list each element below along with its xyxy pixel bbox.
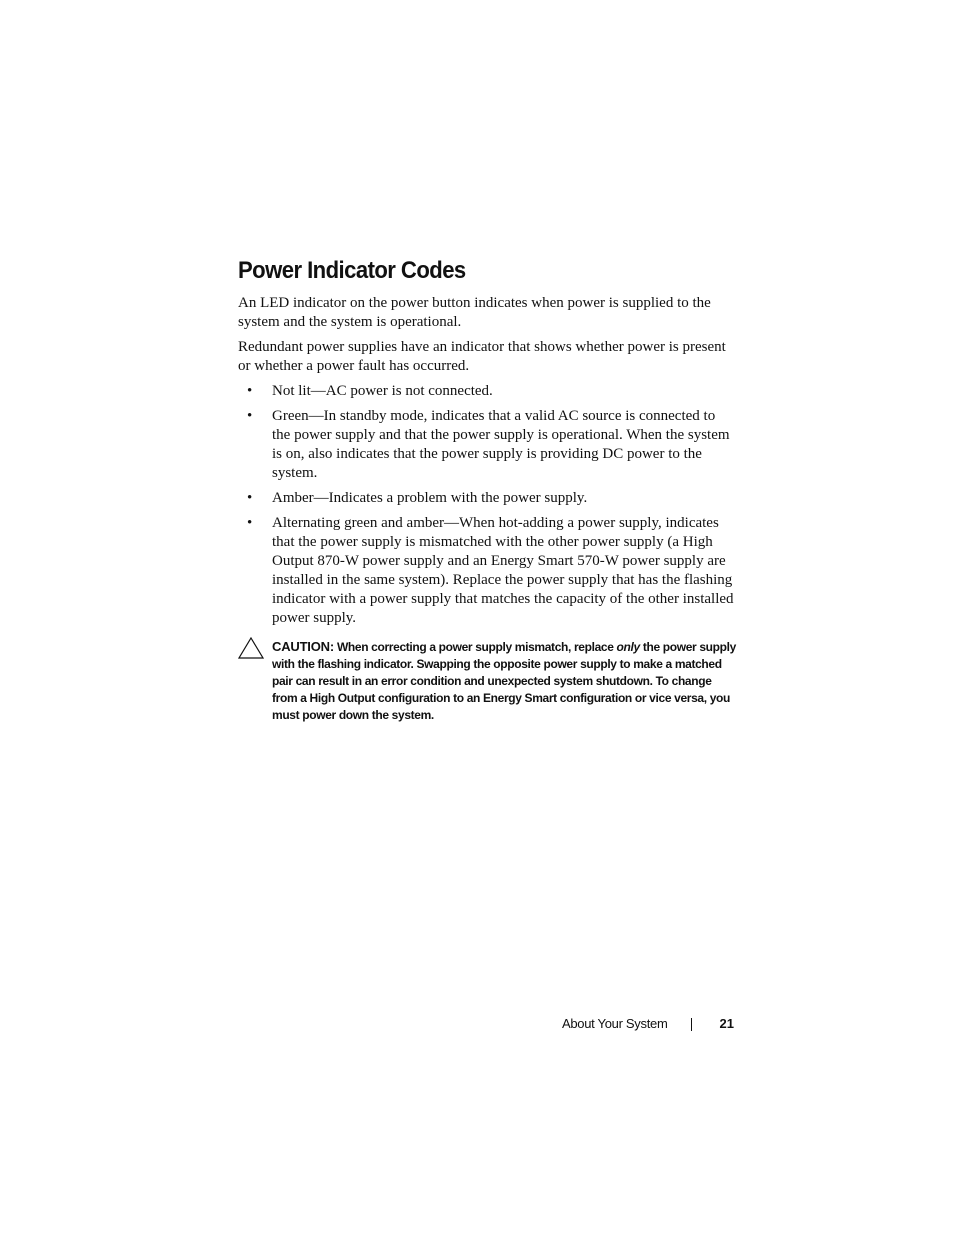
page-title: Power Indicator Codes [238, 257, 466, 284]
list-item [238, 382, 736, 401]
page-content [238, 256, 736, 724]
indicator-list [238, 382, 736, 628]
list-item-text: Not lit—AC power is not connected. [272, 383, 493, 399]
caution-label: CAUTION: [272, 639, 334, 654]
list-item [238, 489, 736, 508]
footer-section-title: About Your System [562, 1016, 668, 1031]
list-item-text: Amber—Indicates a problem with the power supply. [272, 490, 588, 506]
caution-text-after: the power supply with the flashing indicator. Swapping the opposite power supply to make a matched pair can result in an error condition and unexpected system shutdown. To change from a High Output configuration to an Energy Smart configuration or vice versa, you must power down the system. [272, 640, 736, 722]
bullet-icon: • [247, 383, 253, 399]
list-item [238, 514, 736, 628]
footer-divider [691, 1018, 692, 1031]
bullet-icon: • [247, 490, 253, 506]
caution-triangle-icon [238, 637, 264, 659]
caution-text-before: When correcting a power supply mismatch, replace [336, 640, 614, 654]
bullet-icon: • [247, 515, 253, 531]
page-number: 21 [719, 1016, 734, 1031]
list-item-text: Green—In standby mode, indicates that a valid AC source is connected to the power supply and that the power supply is operational. When the system is on, also indicates that the power supply is providing DC power to the system. [272, 408, 730, 481]
page-footer [562, 1014, 736, 1034]
list-item-text: Alternating green and amber—When hot-adding a power supply, indicates that the power supply is mismatched with the other power supply (a High Output 870-W power supply and an Energy Smart 570-W power supply are installed in the same system). Replace the power supply that has the flashing indicator with a power supply that matches the capacity of the other installed power supply. [272, 515, 734, 626]
intro-paragraph-2: Redundant power supplies have an indicator that shows whether power is present or whether a power fault has occurred. [238, 339, 726, 374]
caution-emphasis: only [616, 640, 640, 654]
list-item [238, 407, 736, 483]
intro-paragraph-1: An LED indicator on the power button indicates when power is supplied to the system and the system is operational. [238, 295, 711, 330]
caution-notice [238, 638, 736, 724]
bullet-icon: • [247, 408, 253, 424]
